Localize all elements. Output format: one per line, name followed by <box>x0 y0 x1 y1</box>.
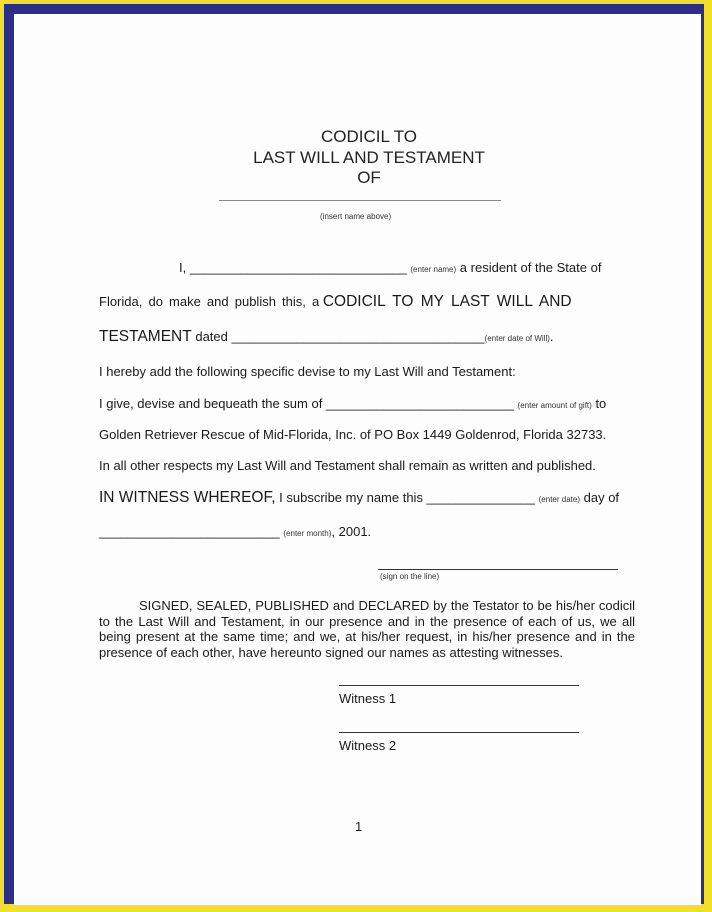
witness-2-label: Witness 2 <box>339 738 397 753</box>
line-testament-text: dated ___________________________________ <box>195 329 485 344</box>
page-number: 1 <box>355 819 363 834</box>
line-month-hint: (enter month) <box>283 529 332 538</box>
line-other: In all other respects my Last Will and Testament shall remain as written and published. <box>99 458 596 473</box>
line-testament-hint: (enter date of Will) <box>484 334 550 343</box>
witness-1-line <box>339 685 579 686</box>
document-page <box>14 14 701 905</box>
line-i-text: I, ______________________________ <box>179 260 407 275</box>
line-witness-hint: (enter date) <box>538 495 580 504</box>
signed-paragraph: SIGNED, SEALED, PUBLISHED and DECLARED by the Testator to be his/her codicil to the Last Will and Testament, in our presence and in the presence of each of us, we all being present at the same time; and we, at his/her request, in his/her presence and in the presence of each other, have hereunto signed our names as attesting witnesses. <box>99 598 635 660</box>
line-month-post: , 2001. <box>331 524 372 539</box>
line-witness-post: day of <box>583 490 620 505</box>
line-testament <box>99 328 554 346</box>
sign-hint: (sign on the line) <box>380 572 440 581</box>
line-i-post: a resident of the State of <box>459 260 602 275</box>
line-witness-whereof <box>99 489 619 507</box>
document-frame <box>4 4 704 904</box>
line-testament-emph: TESTAMENT <box>99 328 192 345</box>
witness-1-label: Witness 1 <box>339 691 397 706</box>
witness-2-line <box>339 732 579 733</box>
line-month-text: _________________________ <box>99 524 280 539</box>
line-witness-emph: IN WITNESS WHEREOF, <box>99 489 276 506</box>
line-golden: Golden Retriever Rescue of Mid-Florida, Inc. of PO Box 1449 Goldenrod, Florida 32733. <box>99 427 607 442</box>
line-add: I hereby add the following specific devise to my Last Will and Testament: <box>99 364 516 379</box>
line-florida-text: Florida, do make and publish this, a <box>99 294 320 309</box>
line-give-post: to <box>595 396 607 411</box>
title-line-2: LAST WILL AND TESTAMENT <box>253 148 485 167</box>
line-testament-post: . <box>549 329 554 344</box>
line-witness-text: I subscribe my name this _______________ <box>279 490 536 505</box>
line-florida-emph: CODICIL TO MY LAST WILL AND <box>322 293 572 310</box>
signature-line <box>378 569 618 570</box>
title-line-1: CODICIL TO <box>320 127 418 146</box>
line-give-hint: (enter amount of gift) <box>517 401 592 410</box>
title-line-3: OF <box>357 168 381 187</box>
name-line <box>219 200 501 201</box>
line-give-text: I give, devise and bequeath the sum of __________________________ <box>99 396 514 411</box>
line-month <box>99 524 371 539</box>
line-give <box>99 396 606 411</box>
line-i <box>179 260 601 275</box>
line-i-hint: (enter name) <box>410 265 457 274</box>
line-florida <box>99 293 572 311</box>
name-hint: (insert name above) <box>320 212 392 221</box>
